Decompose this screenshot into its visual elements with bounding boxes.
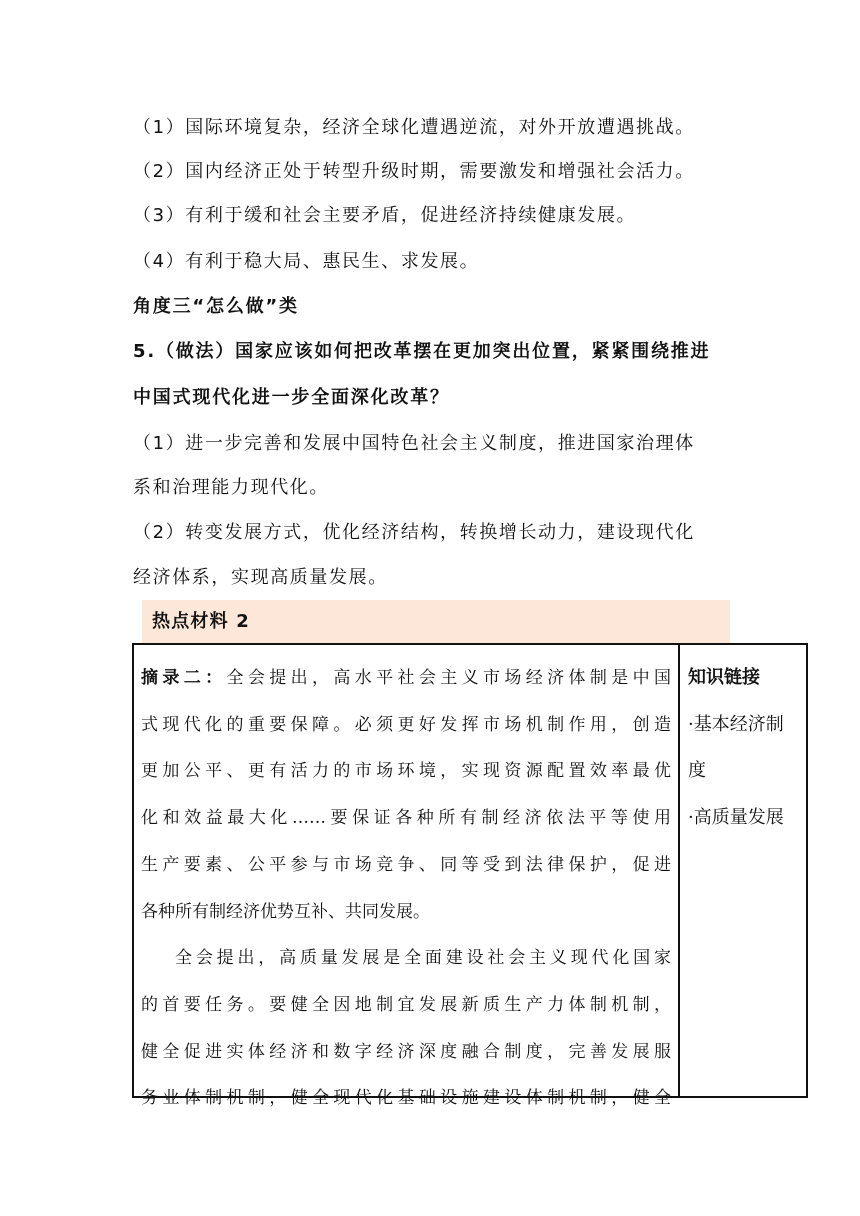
answer-line-4: 经济体系，实现高质量发展。 xyxy=(133,567,388,588)
excerpt-para1-first: 全会提出，高水平社会主义市场经济体制是中国 xyxy=(226,668,671,688)
answer-line-1: （1）进一步完善和发展中国特色社会主义制度，推进国家治理体 xyxy=(133,433,695,454)
table-column-divider xyxy=(678,643,680,1098)
excerpt-para1-line: 更加公平、更有活力的市场环境，实现资源配置效率最优 xyxy=(141,761,671,782)
question-line-2: 中国式现代化进一步全面深化改革？ xyxy=(133,387,450,408)
angle-heading: 角度三“怎么做”类 xyxy=(133,296,299,317)
excerpt-cell xyxy=(141,655,671,1122)
excerpt-para1-line: 式现代化的重要保障。必须更好发挥市场机制作用，创造 xyxy=(141,714,671,735)
answer-line-3: （2）转变发展方式，优化经济结构，转换增长动力，建设现代化 xyxy=(133,522,695,543)
intro-point-3: （3）有利于缓和社会主要矛盾，促进经济持续健康发展。 xyxy=(133,205,637,226)
excerpt-para1-line: 各种所有制经济优势互补、共同发展。 xyxy=(141,901,430,922)
excerpt-para2-line: 全会提出，高质量发展是全面建设社会主义现代化国家 xyxy=(175,948,671,969)
question-line-1: 5.（做法）国家应该如何把改革摆在更加突出位置，紧紧围绕推进 xyxy=(133,341,711,362)
hot-material-title: 热点材料 2 xyxy=(152,611,250,632)
excerpt-para2-line: 的首要任务。要健全因地制宜发展新质生产力体制机制， xyxy=(141,994,671,1015)
knowledge-link-heading: 知识链接 xyxy=(688,667,760,688)
knowledge-link-item: ·基本经济制 xyxy=(688,713,784,735)
intro-point-2: （2）国内经济正处于转型升级时期，需要激发和增强社会活力。 xyxy=(133,161,695,182)
knowledge-link-item-cont: 度 xyxy=(688,760,706,782)
intro-point-4: （4）有利于稳大局、惠民生、求发展。 xyxy=(133,251,480,272)
answer-line-2: 系和治理能力现代化。 xyxy=(133,477,329,498)
excerpt-para2-line: 健全促进实体经济和数字经济深度融合制度，完善发展服 xyxy=(141,1041,671,1062)
excerpt-para1-line: 化和效益最大化……要保证各种所有制经济依法平等使用 xyxy=(141,808,671,829)
hot-material-banner xyxy=(142,600,730,643)
excerpt-para1-line: 生产要素、公平参与市场竞争、同等受到法律保护，促进 xyxy=(141,854,671,875)
knowledge-link-item: ·高质量发展 xyxy=(688,807,784,829)
knowledge-link-cell xyxy=(688,655,803,842)
excerpt-label: 摘录二： xyxy=(141,668,227,688)
excerpt-para2-line: 务业体制机制，健全现代化基础设施建设体制机制，健全 xyxy=(141,1088,671,1109)
intro-point-1: （1）国际环境复杂，经济全球化遭遇逆流，对外开放遭遇挑战。 xyxy=(133,117,695,138)
